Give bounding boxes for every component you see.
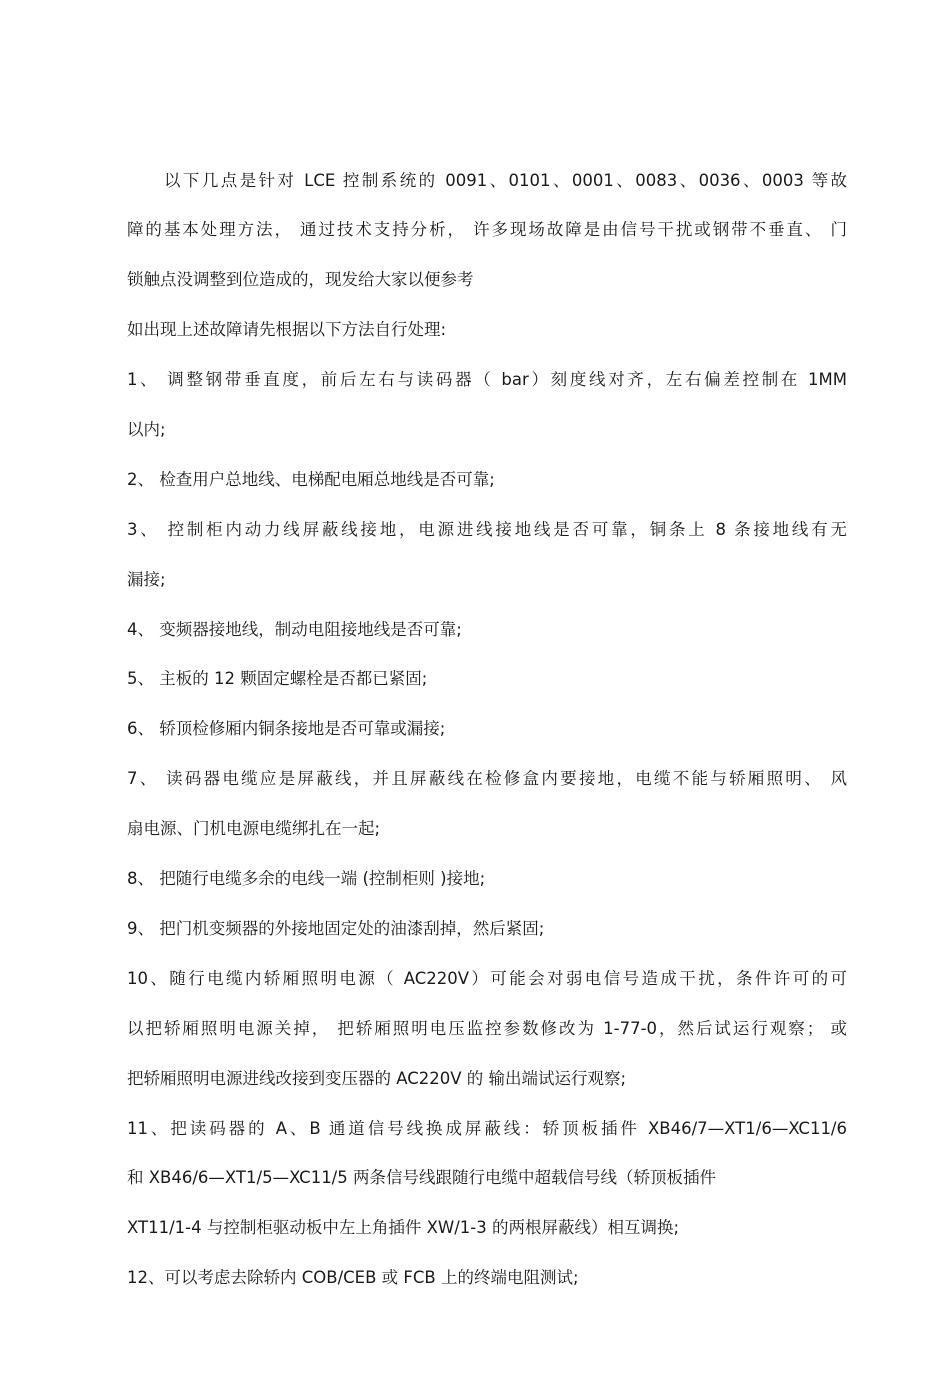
intro-line-1: 以下几点是针对 LCE 控制系统的 0091、0101、0001、0083、0036、0003 等故 — [164, 171, 847, 190]
item-5: 5、 主板的 12 颗固定螺栓是否都已紧固; — [127, 669, 428, 688]
item-8: 8、 把随行电缆多余的电线一端 (控制柜则 )接地; — [127, 869, 486, 888]
item-1-line-2: 以内; — [127, 420, 166, 439]
item-10-line-2: 以把轿厢照明电源关掉， 把轿厢照明电压监控参数修改为 1-77-0，然后试运行观察； 或 — [127, 1019, 847, 1038]
item-6: 6、 轿顶检修厢内铜条接地是否可靠或漏接; — [127, 719, 446, 738]
item-11-line-1: 11、把读码器的 A、B 通道信号线换成屏蔽线：轿顶板插件 XB46/7—XT1/6—XC11/6 — [127, 1119, 847, 1138]
item-11-line-3: XT11/1-4 与控制柜驱动板中左上角插件 XW/1-3 的两根屏蔽线）相互调换; — [127, 1218, 680, 1237]
item-9: 9、 把门机变频器的外接地固定处的油漆刮掉，然后紧固; — [127, 919, 545, 938]
item-12: 12、可以考虑去除轿内 COB/CEB 或 FCB 上的终端电阻测试; — [127, 1268, 579, 1287]
item-7-line-2: 扇电源、门机电源电缆绑扎在一起; — [127, 819, 381, 838]
item-4: 4、 变频器接地线，制动电阻接地线是否可靠; — [127, 620, 462, 639]
item-11-line-2: 和 XB46/6—XT1/5—XC11/5 两条信号线跟随行电缆中超载信号线（轿顶板插件 — [127, 1168, 716, 1187]
item-7-line-1: 7、 读码器电缆应是屏蔽线，并且屏蔽线在检修盒内要接地，电缆不能与轿厢照明、 风 — [127, 769, 847, 788]
item-10-line-1: 10、随行电缆内轿厢照明电源（ AC220V）可能会对弱电信号造成干扰，条件许可的可 — [127, 969, 847, 988]
item-10-line-3: 把轿厢照明电源进线改接到变压器的 AC220V 的 输出端试运行观察; — [127, 1069, 627, 1088]
item-3-line-1: 3、 控制柜内动力线屏蔽线接地，电源进线接地线是否可靠，铜条上 8 条接地线有无 — [127, 520, 847, 539]
intro-line-2: 障的基本处理方法， 通过技术支持分析， 许多现场故障是由信号干扰或钢带不垂直、 门 — [127, 220, 847, 239]
item-2: 2、 检查用户总地线、电梯配电厢总地线是否可靠; — [127, 470, 495, 489]
instruction-heading: 如出现上述故障请先根据以下方法自行处理: — [127, 320, 447, 339]
intro-line-3: 锁触点没调整到位造成的，现发给大家以便参考 — [127, 270, 474, 289]
item-3-line-2: 漏接; — [127, 570, 166, 589]
item-1-line-1: 1、 调整钢带垂直度，前后左右与读码器（ bar）刻度线对齐，左右偏差控制在 1MM — [127, 370, 847, 389]
